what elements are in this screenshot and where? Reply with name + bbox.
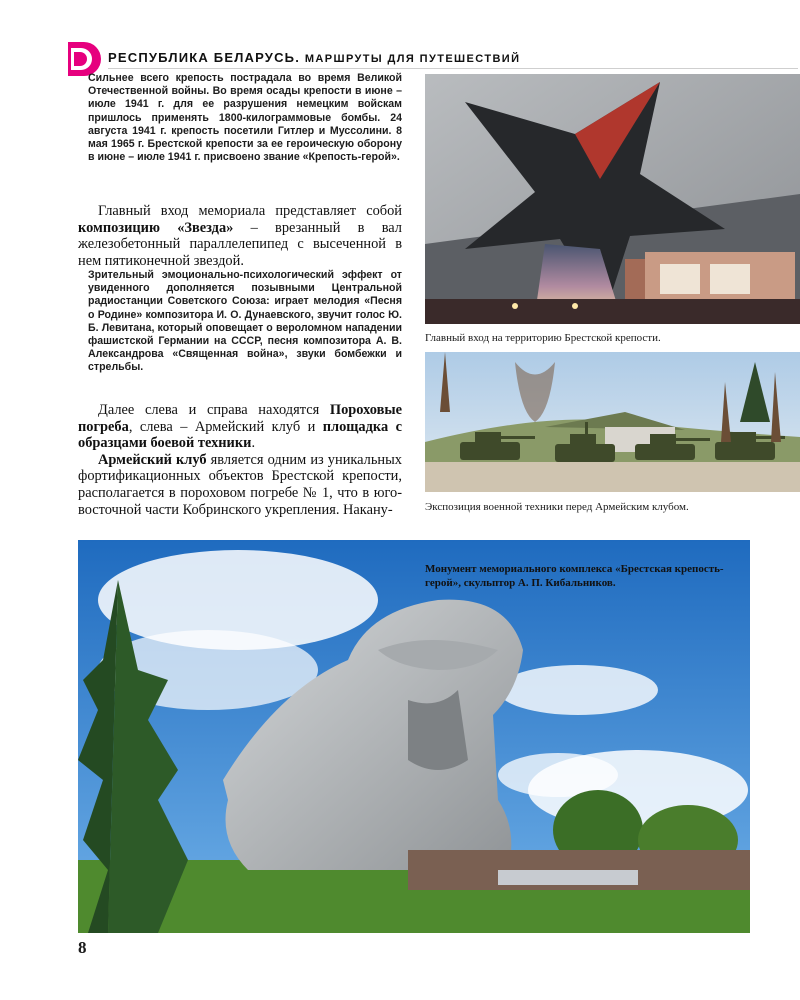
photo-star-entrance	[425, 74, 800, 324]
para1-bold: композицию «Звезда»	[78, 219, 234, 236]
para2-text-2: , слева – Армейский клуб и	[128, 418, 323, 435]
para2-bold-1: Пороховые погреба	[78, 402, 402, 435]
paragraph-club	[78, 402, 402, 518]
header-rule	[108, 68, 798, 69]
photo-monument	[78, 540, 750, 933]
para2-bold-2: площадка с образцами боевой техники	[78, 418, 402, 452]
para2-text-1: Далее слева и справа находятся	[98, 402, 330, 418]
para1-text-2: – врезанный в вал железобетонный параллелепипед с высеченной в нем пятиконечной звездой.	[78, 219, 402, 269]
header-title: РЕСПУБЛИКА БЕЛАРУСЬ.	[108, 50, 301, 65]
caption-monument: Монумент мемориального комплекса «Брестская крепость-герой», скульптор А. П. Кибальников.	[425, 563, 724, 589]
para1-text-1: Главный вход мемориала представляет собой	[98, 203, 402, 219]
para3-bold: Армейский клуб	[98, 451, 207, 468]
para3-text: является одним из уникальных фортификационных объектов Брестской крепости, располагается в пороховом погребе № 1, что в юго-восточной части Кобринского укрепления. Накану-	[78, 451, 402, 518]
section-logo-icon	[68, 42, 102, 76]
info-box-damage: Сильнее всего крепость пострадала во время Великой Отечественной войны. Во время осады крепости в июне – июле 1941 г. для ее разрушения немецким войскам пришлось применять 1800-килограммовые бомбы. 24 августа 1941 г. крепость посетили Гитлер и Муссолини. 8 мая 1965 г. Брестской крепости за ее героическую оборону в июне – июле 1941 г. присвоено звание «Крепость-герой».	[88, 72, 402, 164]
paragraph-star	[78, 203, 402, 269]
header-subtitle: МАРШРУТЫ ДЛЯ ПУТЕШЕСТВИЙ	[304, 53, 521, 65]
para2-text-3: .	[251, 435, 256, 452]
photo-tanks	[425, 352, 800, 492]
caption-star: Главный вход на территорию Брестской крепости.	[425, 332, 661, 344]
info-box-sound: Зрительный эмоционально-психологический эффект от увиденного дополняется позывными Центральной радиостанции Советского Союза: играет мелодия «Песня о Родине» композитора И. О. Дунаевского, звучит голос Ю. Б. Левитана, который оповещает о вероломном нападении фашистской Германии на СССР, песня композитора А. В. Александрова «Священная война», звуки бомбежки и стрельбы.	[88, 269, 402, 374]
caption-tanks: Экспозиция военной техники перед Армейским клубом.	[425, 501, 689, 513]
page-number: 8	[78, 938, 87, 957]
running-header	[108, 50, 520, 65]
